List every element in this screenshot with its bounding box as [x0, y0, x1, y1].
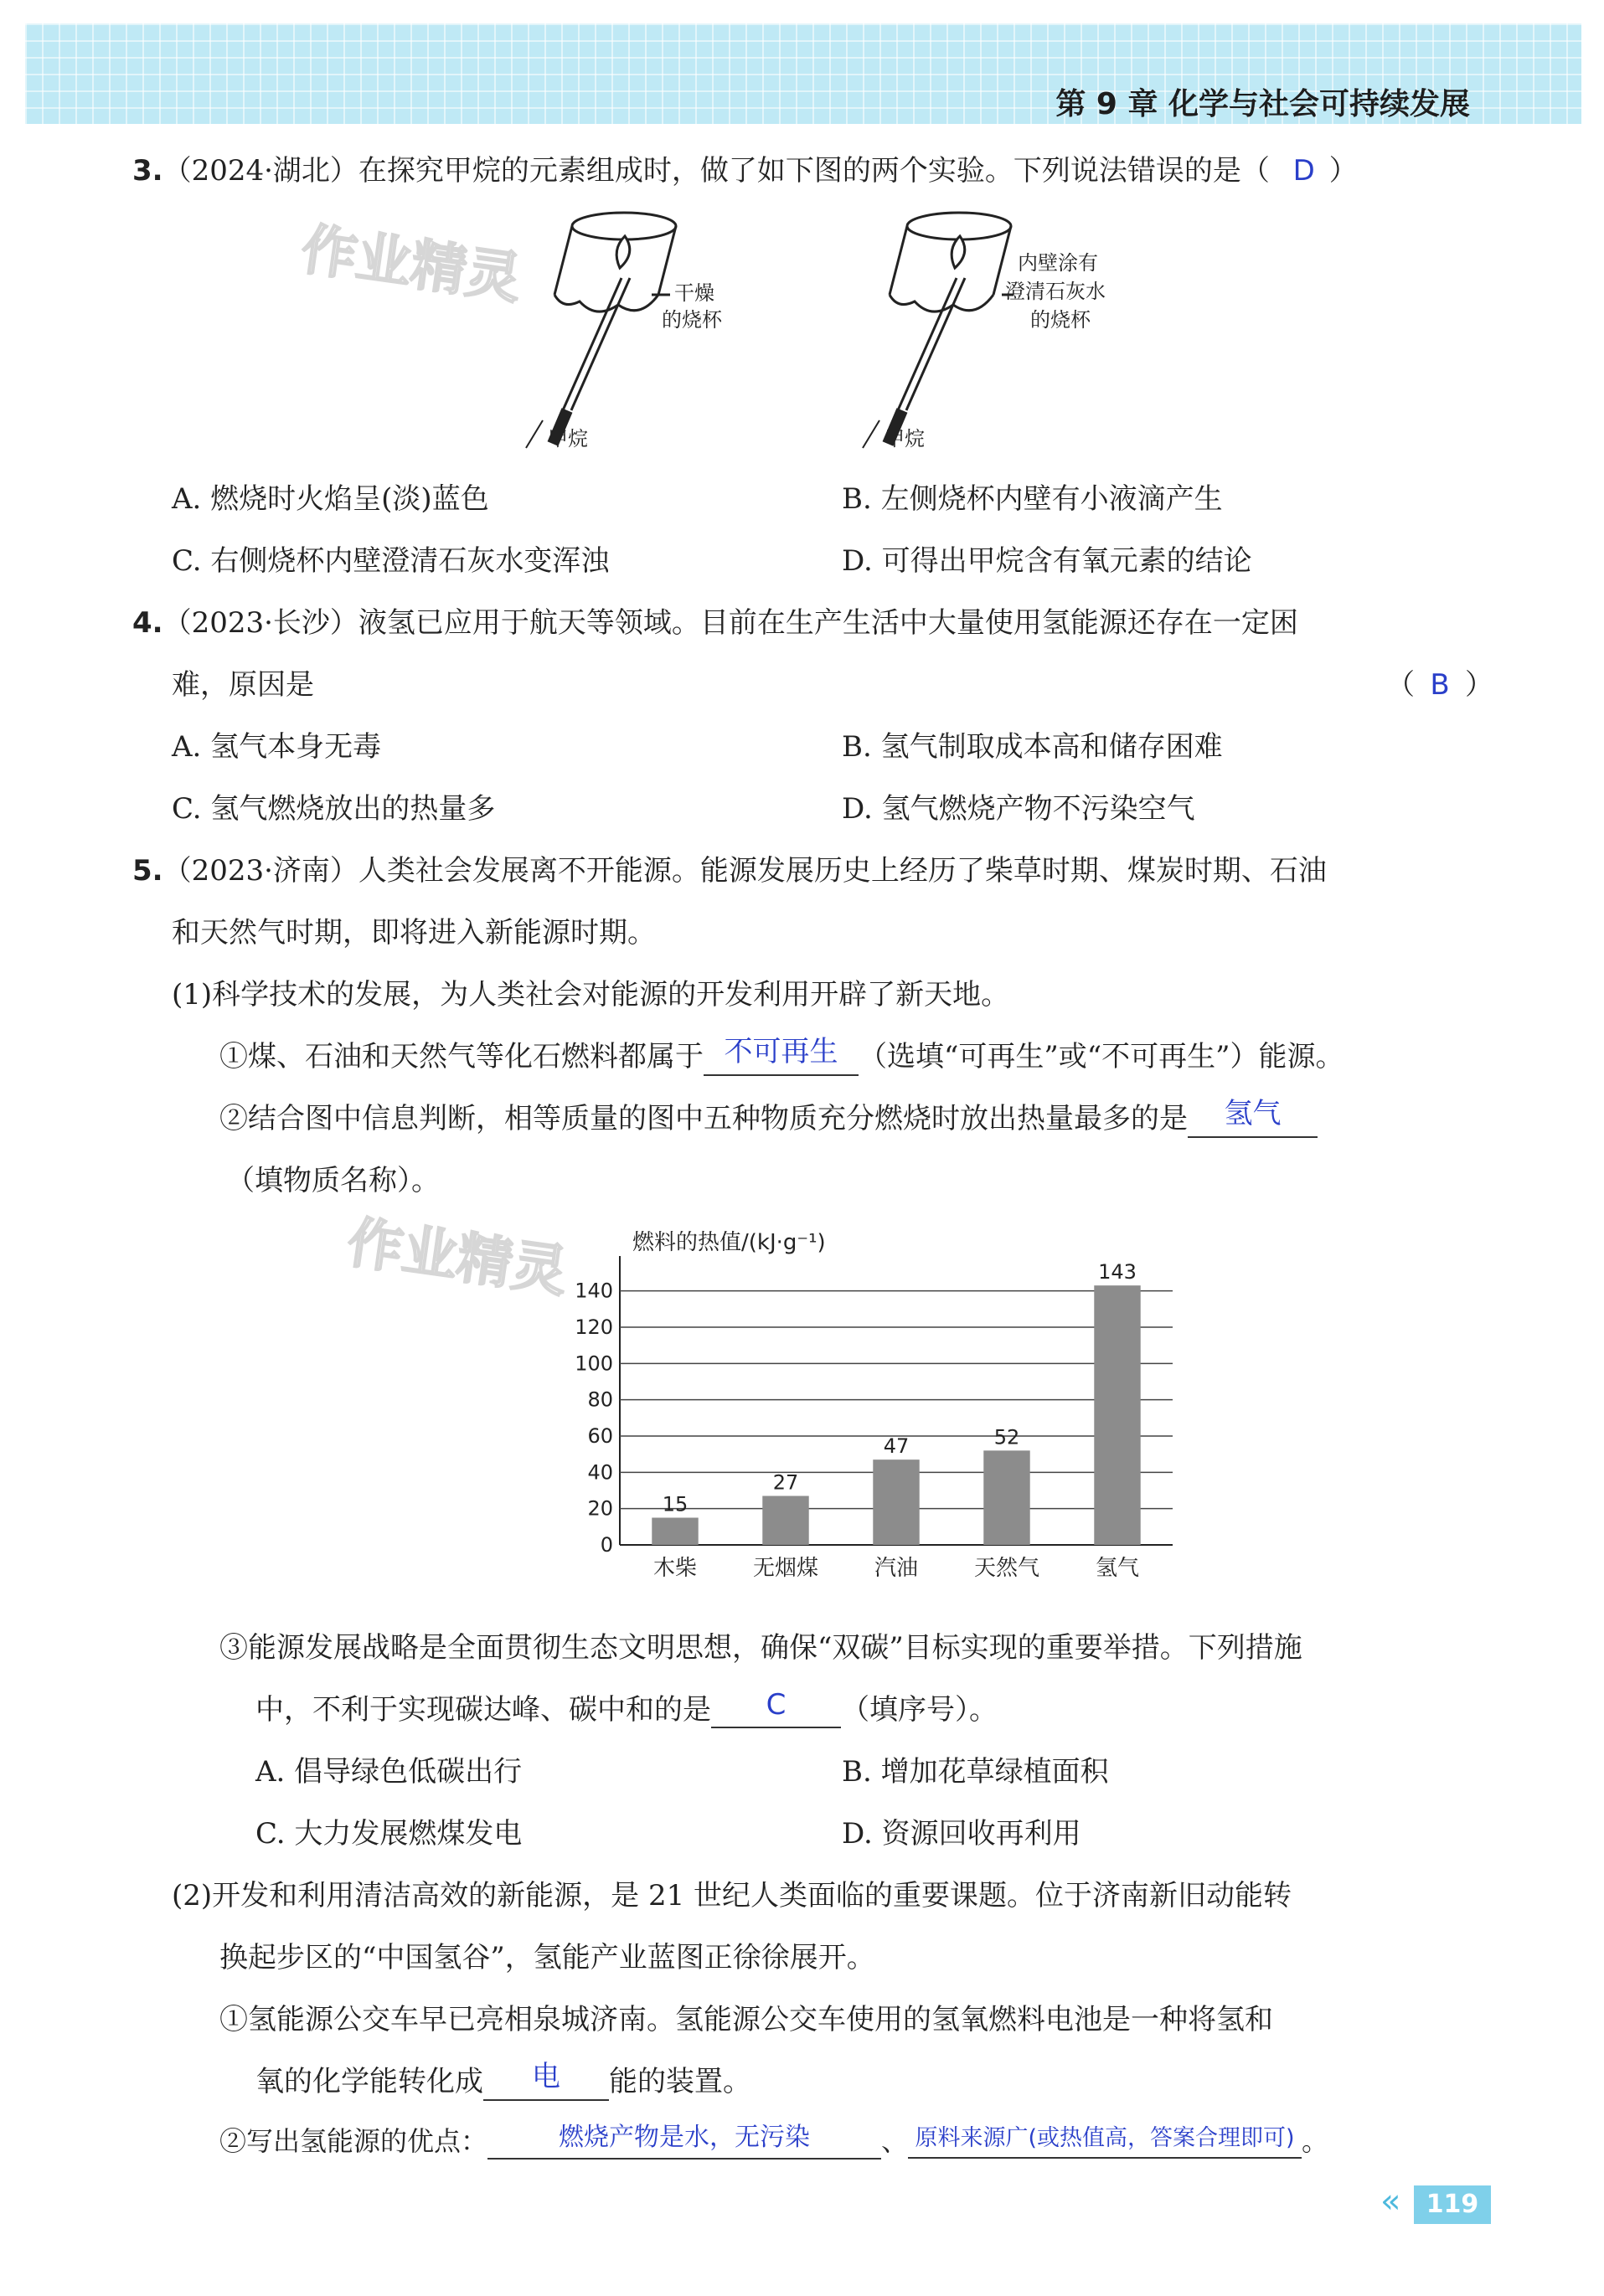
chart-y-tick-label: 60 — [587, 1424, 613, 1448]
q5-sub-1-answer: 不可再生 — [724, 1035, 838, 1068]
q5-sub-1-blank — [704, 1033, 859, 1076]
right-beaker-label-1: 内壁涂有 — [1018, 251, 1098, 275]
q4-option-d: D. 氢气燃烧产物不污染空气 — [842, 792, 1195, 826]
q5-t2-sep: 、 — [881, 2125, 909, 2157]
q5-sub-1-post: （选填“可再生”或“不可再生”）能源。 — [859, 1040, 1344, 1073]
q5-t1-answer: 电 — [532, 2060, 560, 2093]
chart-y-tick-label: 40 — [587, 1460, 613, 1485]
q5-t2-blank-1 — [487, 2121, 881, 2160]
q5-text-1: （2023·济南）人类社会发展离不开能源。能源发展历史上经历了柴草时期、煤炭时期、石油 — [162, 854, 1327, 888]
right-beaker-label-2: 澄清石灰水 — [1005, 280, 1106, 303]
q5-t2-line — [219, 2120, 1328, 2160]
q4-option-b: B. 氢气制取成本高和储存困难 — [842, 730, 1223, 764]
q5-sub-3-line-2 — [255, 1686, 998, 1728]
chart-y-tick-label: 20 — [587, 1496, 613, 1521]
chart-bar — [873, 1459, 919, 1545]
q5-sub-1 — [219, 1033, 1344, 1076]
chart-bar — [762, 1496, 808, 1546]
q4-line-1 — [132, 600, 1298, 641]
q4-line-2: 难，原因是 — [172, 668, 314, 702]
q5-sub-2-line-2: （填物质名称）。 — [226, 1164, 440, 1197]
q3-stem — [132, 147, 1358, 188]
chart-bar — [652, 1518, 698, 1546]
right-gas-label: 甲烷 — [885, 427, 925, 450]
chart-y-tick-label: 140 — [575, 1279, 613, 1303]
q3-option-c: C. 右侧烧杯内壁澄清石灰水变浑浊 — [172, 544, 610, 578]
chart-bar — [983, 1450, 1029, 1545]
page-chevron-icon: « — [1380, 2182, 1401, 2221]
chart-category-label: 天然气 — [973, 1556, 1040, 1581]
left-beaker-label-2: 的烧杯 — [662, 308, 722, 332]
q5-t2-text: ②写出氢能源的优点： — [219, 2125, 488, 2157]
right-beaker-label-3: 的烧杯 — [1030, 308, 1091, 332]
chart-y-axis-label: 燃料的热值/(kJ·g⁻¹) — [632, 1230, 826, 1255]
q5-sub-3-text: 中，不利于实现碳达峰、碳中和的是 — [255, 1693, 711, 1727]
chart-y-tick-label: 80 — [587, 1387, 613, 1412]
q5-t2-blank-2 — [908, 2124, 1302, 2159]
chart-category-label: 木柴 — [652, 1556, 698, 1581]
q5-sub-3-post: （填序号）。 — [841, 1693, 998, 1727]
q5-part-2-line-2: 换起步区的“中国氢谷”，氢能产业蓝图正徐徐展开。 — [219, 1941, 875, 1974]
page-number: 119 — [1414, 2185, 1491, 2224]
q5-part-2-line-1: (2)开发和利用清洁高效的新能源，是 21 世纪人类面临的重要课题。位于济南新旧动能转 — [172, 1879, 1292, 1912]
chart-data-label: 52 — [993, 1425, 1020, 1449]
q5-t1-line-2 — [255, 2058, 751, 2101]
q5-t2-answer-2: 原料来源广(或热值高，答案合理即可) — [915, 2125, 1295, 2151]
watermark-2: 作业精灵 — [343, 1209, 572, 1305]
q5-t1-text: 氧的化学能转化成 — [255, 2065, 483, 2098]
q5-sub-1-text: ①煤、石油和天然气等化石燃料都属于 — [219, 1040, 704, 1073]
chapter-title: 第 9 章 化学与社会可持续发展 — [1055, 87, 1470, 121]
q3-close: ） — [1328, 154, 1358, 188]
q5-t1-line-1: ①氢能源公交车早已亮相泉城济南。氢能源公交车使用的氢氧燃料电池是一种将氢和 — [219, 2003, 1273, 2036]
q5-t1-blank — [483, 2058, 609, 2101]
q3-number: 3. — [132, 154, 163, 188]
q4-answer-bracket: （ B ） — [1386, 668, 1493, 702]
q5-sub-3-option-b: B. 增加花草绿植面积 — [842, 1755, 1109, 1789]
q4-option-a: A. 氢气本身无毒 — [172, 730, 382, 764]
q5-sub-3-option-c: C. 大力发展燃煤发电 — [255, 1817, 523, 1851]
q5-sub-2-answer: 氢气 — [1224, 1097, 1282, 1130]
chart-category-label: 氢气 — [1095, 1556, 1140, 1581]
left-gas-arrow — [526, 420, 543, 448]
q4-answer: B — [1430, 668, 1450, 702]
q5-sub-2-blank — [1188, 1095, 1318, 1138]
q5-sub-2-text: ②结合图中信息判断，相等质量的图中五种物质充分燃烧时放出热量最多的是 — [219, 1102, 1188, 1135]
chart-category-label: 汽油 — [874, 1556, 919, 1581]
chart-y-tick-label: 100 — [575, 1351, 613, 1376]
q5-sub-3-line-1: ③能源发展战略是全面贯彻生态文明思想，确保“双碳”目标实现的重要举措。下列措施 — [219, 1631, 1302, 1665]
watermark: 作业精灵 — [297, 216, 526, 311]
chart-y-tick-label: 120 — [575, 1315, 613, 1339]
q5-sub-3-answer: C — [766, 1688, 787, 1722]
chart-data-label: 27 — [772, 1470, 799, 1495]
chart-bar — [1094, 1285, 1140, 1545]
q3-option-a: A. 燃烧时火焰呈(淡)蓝色 — [172, 482, 489, 516]
chart-category-label: 无烟煤 — [752, 1556, 819, 1581]
right-gas-arrow — [863, 420, 879, 448]
q4-text-1: （2023·长沙）液氢已应用于航天等领域。目前在生产生活中大量使用氢能源还存在一定困 — [162, 606, 1298, 640]
q4-number: 4. — [132, 606, 163, 640]
q5-number: 5. — [132, 854, 163, 888]
q5-t1-post: 能的装置。 — [609, 2065, 751, 2098]
q5-t2-end: 。 — [1302, 2125, 1329, 2157]
q3-option-b: B. 左侧烧杯内壁有小液滴产生 — [842, 482, 1223, 516]
left-beaker-apparatus — [553, 213, 676, 444]
q5-line-1 — [132, 847, 1327, 888]
q5-sub-3-option-d: D. 资源回收再利用 — [842, 1817, 1081, 1851]
q5-sub-2 — [219, 1095, 1318, 1138]
right-beaker-apparatus — [888, 213, 1013, 444]
chart-data-label: 143 — [1098, 1260, 1137, 1284]
q4-option-c: C. 氢气燃烧放出的热量多 — [172, 792, 496, 826]
left-gas-label: 甲烷 — [548, 427, 588, 450]
heat-value-chart — [536, 1223, 1189, 1591]
chart-data-label: 47 — [883, 1434, 910, 1459]
q3-answer: D — [1292, 154, 1315, 188]
q5-sub-3-blank — [711, 1688, 841, 1728]
q5-sub-3-option-a: A. 倡导绿色低碳出行 — [255, 1755, 523, 1789]
q3-text: （2024·湖北）在探究甲烷的元素组成时，做了如下图的两个实验。下列说法错误的是（ — [162, 154, 1270, 188]
chart-y-tick-label: 0 — [600, 1533, 613, 1557]
beaker-figure — [503, 201, 1156, 461]
left-beaker-label-1: 干燥 — [674, 281, 714, 305]
chart-data-label: 15 — [662, 1492, 689, 1516]
q5-part-1: (1)科学技术的发展，为人类社会对能源的开发利用开辟了新天地。 — [172, 978, 1010, 1012]
q3-option-d: D. 可得出甲烷含有氧元素的结论 — [842, 544, 1252, 578]
q5-t2-answer-1: 燃烧产物是水，无污染 — [559, 2123, 811, 2152]
q5-line-2: 和天然气时期，即将进入新能源时期。 — [172, 916, 656, 950]
